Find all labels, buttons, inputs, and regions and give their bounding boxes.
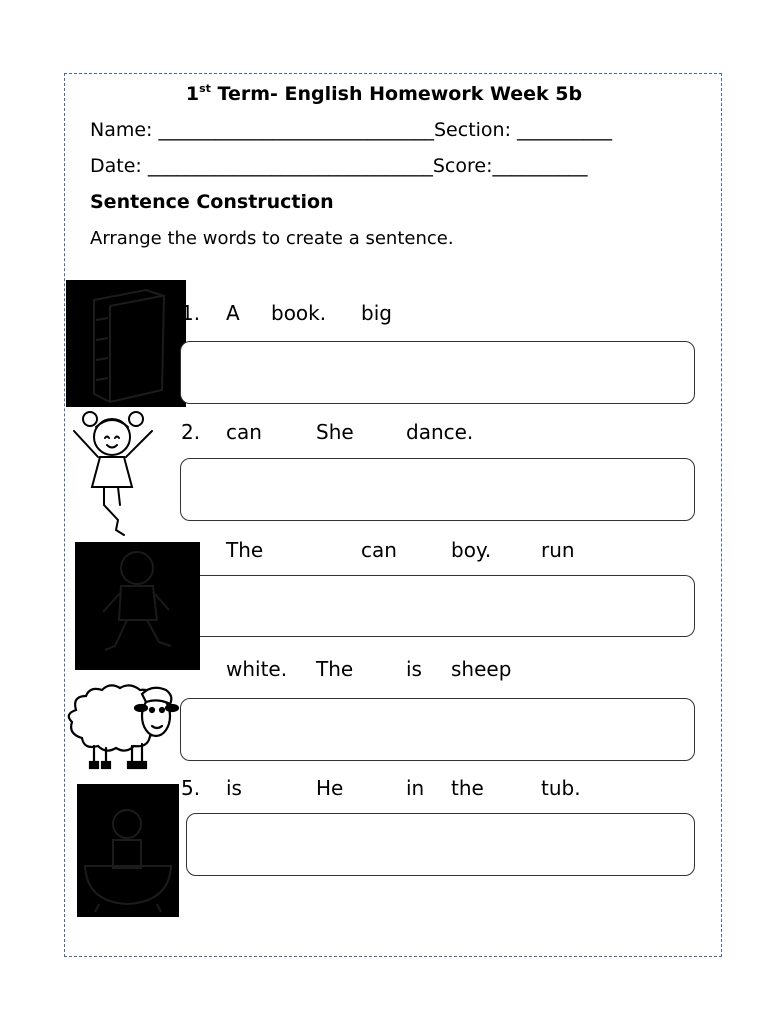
answer-box-1[interactable]: [180, 341, 695, 404]
question-number: 2.: [181, 420, 201, 444]
word: boy.: [451, 538, 492, 562]
word: The: [316, 657, 354, 681]
word: run: [541, 538, 575, 562]
word: He: [316, 776, 344, 800]
word: A: [226, 301, 240, 325]
name-section-line: Name: _____________________________Section: __________: [90, 119, 613, 141]
word: can: [361, 538, 397, 562]
word: sheep: [451, 657, 512, 681]
tub-picture: [77, 784, 179, 917]
word: is: [406, 657, 422, 681]
word: book.: [271, 301, 327, 325]
date-score-line: Date: ______________________________Score:__________: [90, 155, 588, 177]
section-heading: Sentence Construction: [90, 191, 334, 213]
answer-box-5[interactable]: [186, 813, 695, 876]
word: can: [226, 420, 262, 444]
word: big: [361, 301, 392, 325]
word: in: [406, 776, 425, 800]
dancing-girl-picture: [60, 405, 165, 540]
word: dance.: [406, 420, 474, 444]
word: the: [451, 776, 484, 800]
word: The: [226, 538, 264, 562]
answer-box-4[interactable]: [180, 698, 695, 761]
word: white.: [226, 657, 288, 681]
sheep-picture: [62, 680, 180, 772]
worksheet-title: 1st Term- English Homework Week 5b: [185, 82, 583, 105]
question-number: 1.: [181, 301, 201, 325]
word: is: [226, 776, 242, 800]
answer-box-2[interactable]: [180, 458, 695, 521]
question-number: 5.: [181, 776, 201, 800]
answer-box-3[interactable]: [200, 575, 695, 637]
word: She: [316, 420, 354, 444]
word: tub.: [541, 776, 581, 800]
instructions: Arrange the words to create a sentence.: [90, 228, 454, 249]
book-picture: [66, 280, 186, 407]
running-boy-picture: [75, 542, 200, 670]
